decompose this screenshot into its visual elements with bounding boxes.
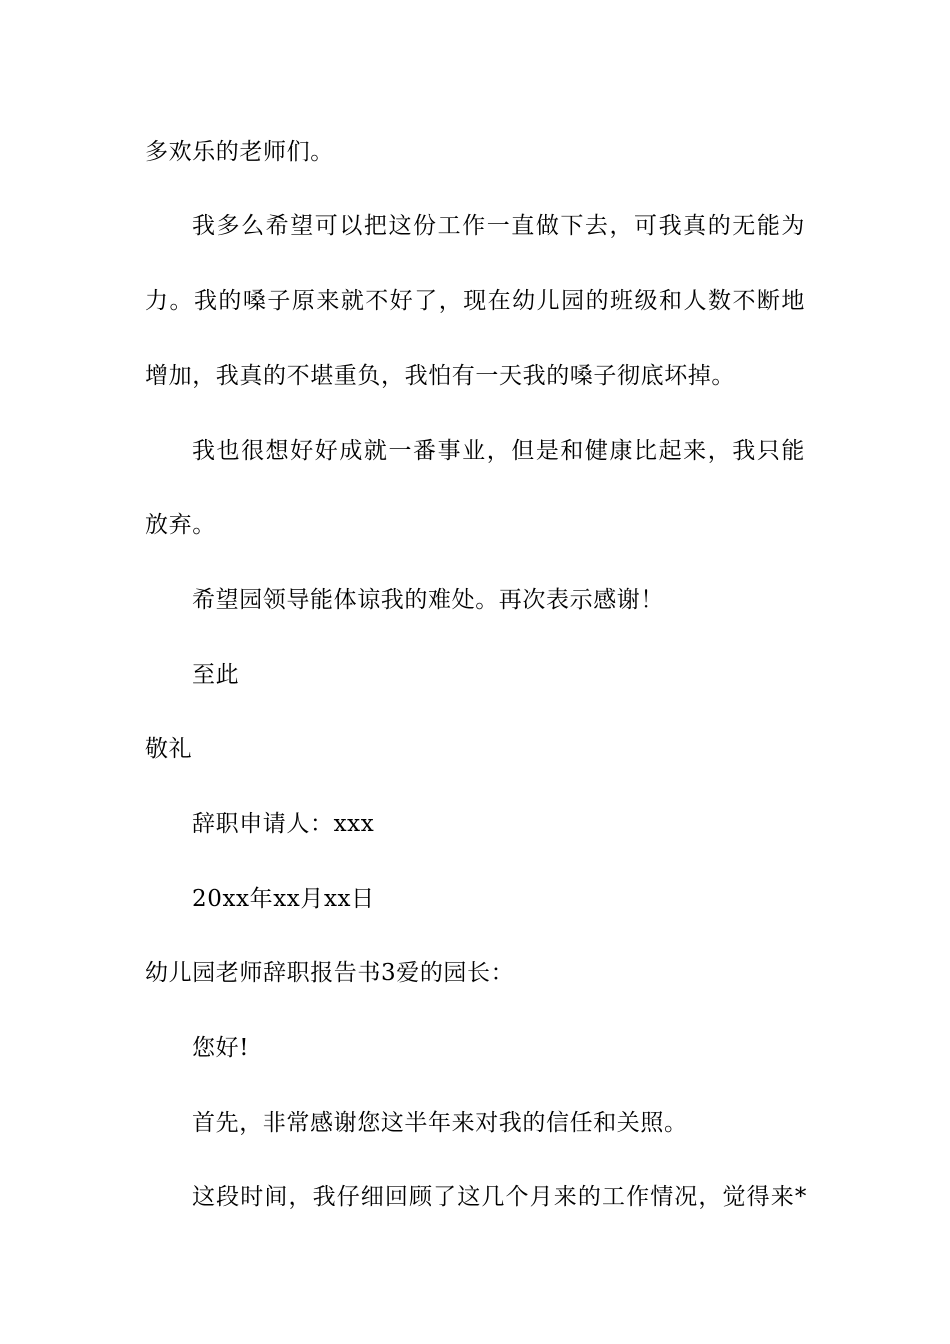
paragraph-line: 多欢乐的老师们。 bbox=[145, 139, 334, 165]
closing-salutation: 敬礼 bbox=[145, 736, 193, 762]
paragraph-line: 我多么希望可以把这份工作一直做下去，可我真的无能为 bbox=[192, 213, 805, 239]
paragraph-line: 力。我的嗓子原来就不好了，现在幼儿园的班级和人数不断地 bbox=[145, 288, 805, 314]
section-heading: 幼儿园老师辞职报告书3爱的园长： bbox=[145, 960, 515, 986]
paragraph-line: 希望园领导能体谅我的难处。再次表示感谢！ bbox=[192, 587, 664, 613]
paragraph-line: 我也很想好好成就一番事业，但是和健康比起来，我只能 bbox=[192, 438, 805, 464]
paragraph-line: 首先，非常感谢您这半年来对我的信任和关照。 bbox=[192, 1110, 688, 1136]
closing-phrase: 至此 bbox=[192, 662, 240, 688]
paragraph-line: 增加，我真的不堪重负，我怕有一天我的嗓子彻底坏掉。 bbox=[145, 363, 735, 389]
date-line: 20xx年xx月xx日 bbox=[192, 886, 375, 912]
applicant-signature: 辞职申请人：xxx bbox=[192, 811, 375, 837]
greeting: 您好! bbox=[192, 1035, 250, 1061]
paragraph-line: 放弃。 bbox=[145, 512, 216, 538]
paragraph-line: 这段时间，我仔细回顾了这几个月来的工作情况，觉得来* bbox=[192, 1184, 807, 1210]
